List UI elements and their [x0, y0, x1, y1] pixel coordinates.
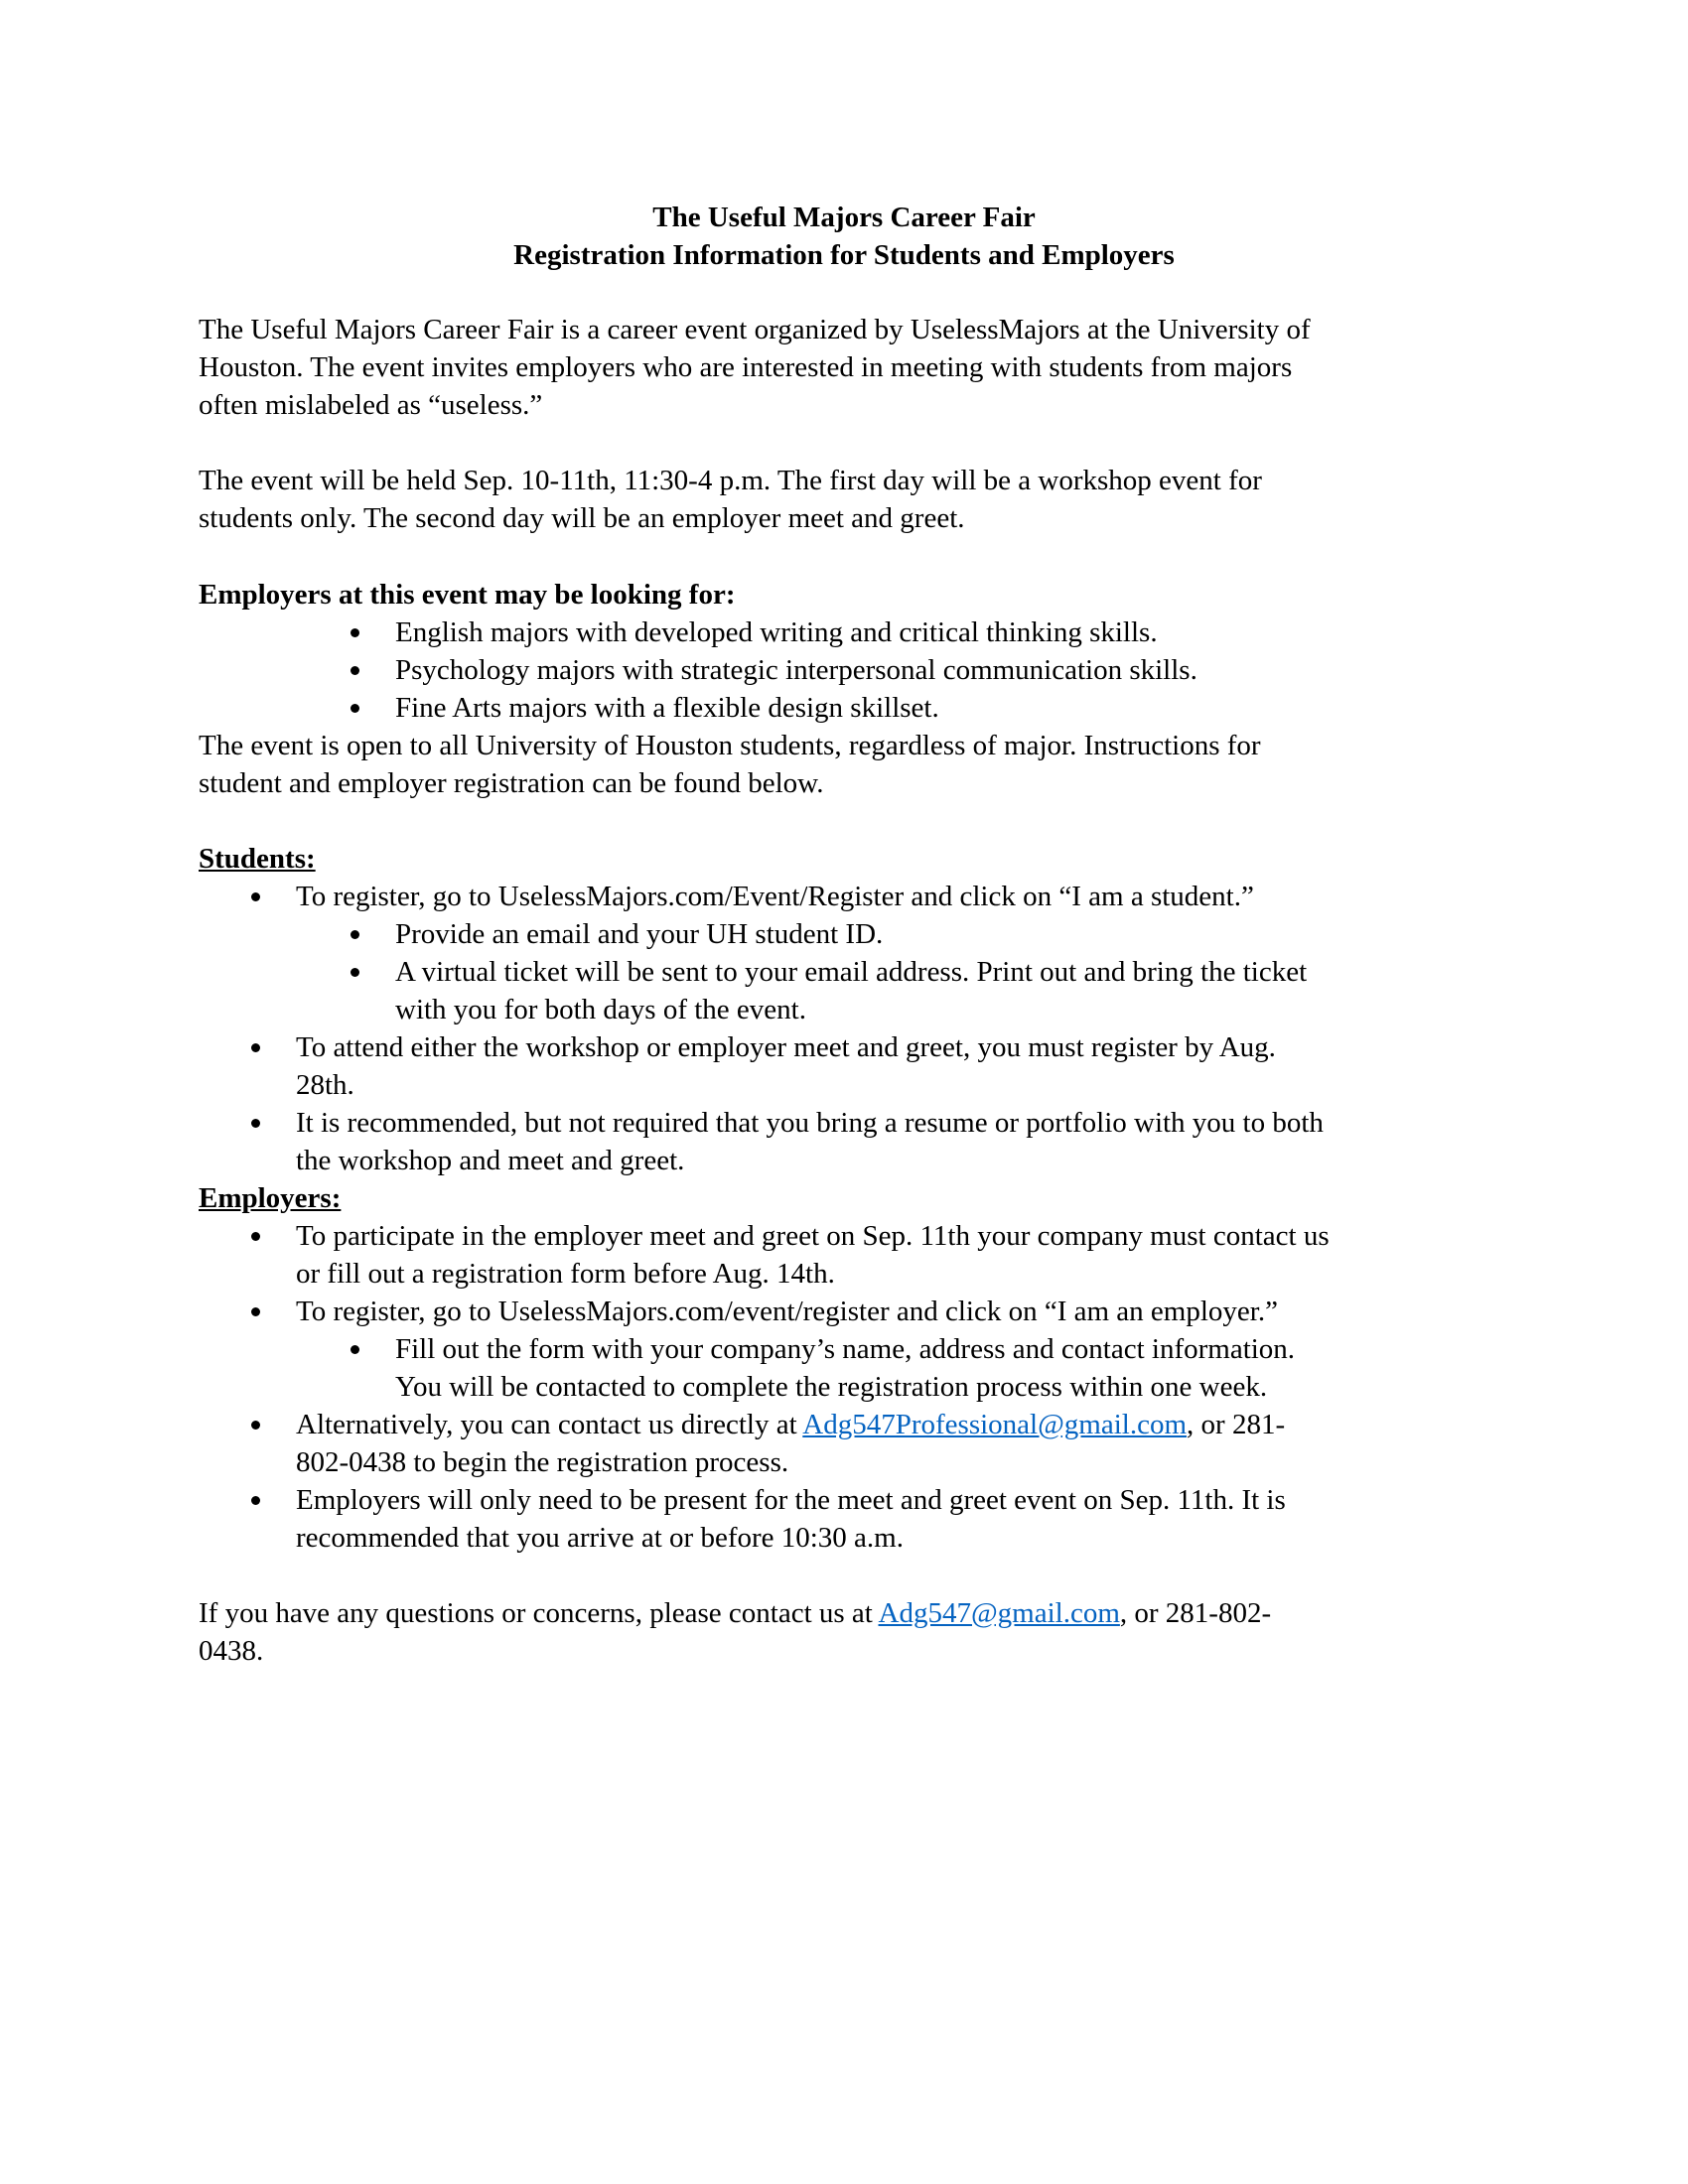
bullet-icon	[251, 1421, 260, 1430]
bullet-icon	[351, 930, 359, 939]
looking-for-item: English majors with developed writing and critical thinking skills.	[395, 616, 1158, 648]
intro-line: often mislabeled as “useless.”	[199, 389, 543, 421]
schedule-paragraph	[199, 462, 1489, 537]
closing-prefix: If you have any questions or concerns, please contact us at	[199, 1597, 879, 1629]
intro-line: Houston. The event invites employers who are interested in meeting with students from majors	[199, 351, 1293, 383]
closing-paragraph	[199, 1594, 1489, 1670]
bullet-icon	[351, 968, 359, 977]
looking-for-heading: Employers at this event may be looking for:	[199, 579, 736, 611]
students-bullet-register: To register, go to UselessMajors.com/Event/Register and click on “I am a student.”	[296, 881, 1254, 912]
bullet-icon	[351, 704, 359, 713]
employers-bullet-arrival: Employers will only need to be present for the meet and greet event on Sep. 11th. It is	[296, 1484, 1286, 1516]
schedule-line: The event will be held Sep. 10-11th, 11:30-4 p.m. The first day will be a workshop event for	[199, 465, 1262, 496]
students-sub-bullet-id: Provide an email and your UH student ID.	[395, 918, 884, 950]
employers-contact-prefix: Alternatively, you can contact us directly at	[296, 1409, 803, 1440]
closing-line-cont: 0438.	[199, 1635, 264, 1667]
open-to-line: The event is open to all University of Houston students, regardless of major. Instructions for	[199, 730, 1261, 761]
students-sub-bullet-ticket-cont: with you for both days of the event.	[395, 994, 806, 1025]
employers-bullet-contact-cont: 802-0438 to begin the registration process.	[296, 1446, 789, 1478]
bullet-icon	[251, 1119, 260, 1128]
bullet-icon	[351, 628, 359, 637]
employers-bullet-register: To register, go to UselessMajors.com/event/register and click on “I am an employer.”	[296, 1296, 1278, 1327]
schedule-line: students only. The second day will be an employer meet and greet.	[199, 502, 965, 534]
looking-for-item: Psychology majors with strategic interpersonal communication skills.	[395, 654, 1197, 686]
document-subtitle: Registration Information for Students and Employers	[513, 239, 1175, 271]
students-heading	[199, 840, 1489, 878]
bullet-icon	[251, 1043, 260, 1052]
employers-sub-bullet-form: Fill out the form with your company’s name, address and contact information.	[395, 1333, 1296, 1365]
students-heading-text: Students:	[199, 843, 316, 875]
employers-heading-text: Employers:	[199, 1182, 342, 1214]
looking-for-item: Fine Arts majors with a flexible design skillset.	[395, 692, 939, 724]
bullet-icon	[351, 666, 359, 675]
open-to-paragraph	[199, 727, 1489, 802]
bullet-icon	[351, 1345, 359, 1354]
employers-contact-suffix: , or 281-	[1187, 1409, 1286, 1440]
students-bullet-deadline: To attend either the workshop or employer meet and greet, you must register by Aug.	[296, 1031, 1276, 1063]
employers-bullet-participate: To participate in the employer meet and greet on Sep. 11th your company must contact us	[296, 1220, 1330, 1252]
bullet-icon	[251, 1496, 260, 1505]
employers-heading	[199, 1179, 1489, 1217]
students-bullet-resume-cont: the workshop and meet and greet.	[296, 1145, 685, 1176]
intro-line: The Useful Majors Career Fair is a career event organized by UselessMajors at the University of	[199, 314, 1311, 345]
bullet-icon	[251, 892, 260, 901]
closing-suffix: , or 281-802-	[1119, 1597, 1272, 1629]
closing-email-link[interactable]: Adg547@gmail.com	[878, 1597, 1120, 1629]
intro-paragraph	[199, 311, 1489, 424]
document-title: The Useful Majors Career Fair	[652, 202, 1036, 233]
employers-bullet-participate-cont: or fill out a registration form before Aug. 14th.	[296, 1258, 835, 1290]
employers-sub-bullet-form-cont: You will be contacted to complete the registration process within one week.	[395, 1371, 1268, 1403]
students-bullet-resume: It is recommended, but not required that you bring a resume or portfolio with you to both	[296, 1107, 1324, 1139]
students-bullet-deadline-cont: 28th.	[296, 1069, 354, 1101]
students-sub-bullet-ticket: A virtual ticket will be sent to your email address. Print out and bring the ticket	[395, 956, 1308, 988]
bullet-icon	[251, 1232, 260, 1241]
employers-email-link[interactable]: Adg547Professional@gmail.com	[802, 1409, 1188, 1440]
open-to-line: student and employer registration can be found below.	[199, 767, 824, 799]
employers-bullet-arrival-cont: recommended that you arrive at or before 10:30 a.m.	[296, 1522, 904, 1554]
closing-line	[199, 1594, 1489, 1632]
employers-bullet-contact	[296, 1406, 1285, 1443]
bullet-icon	[251, 1307, 260, 1316]
